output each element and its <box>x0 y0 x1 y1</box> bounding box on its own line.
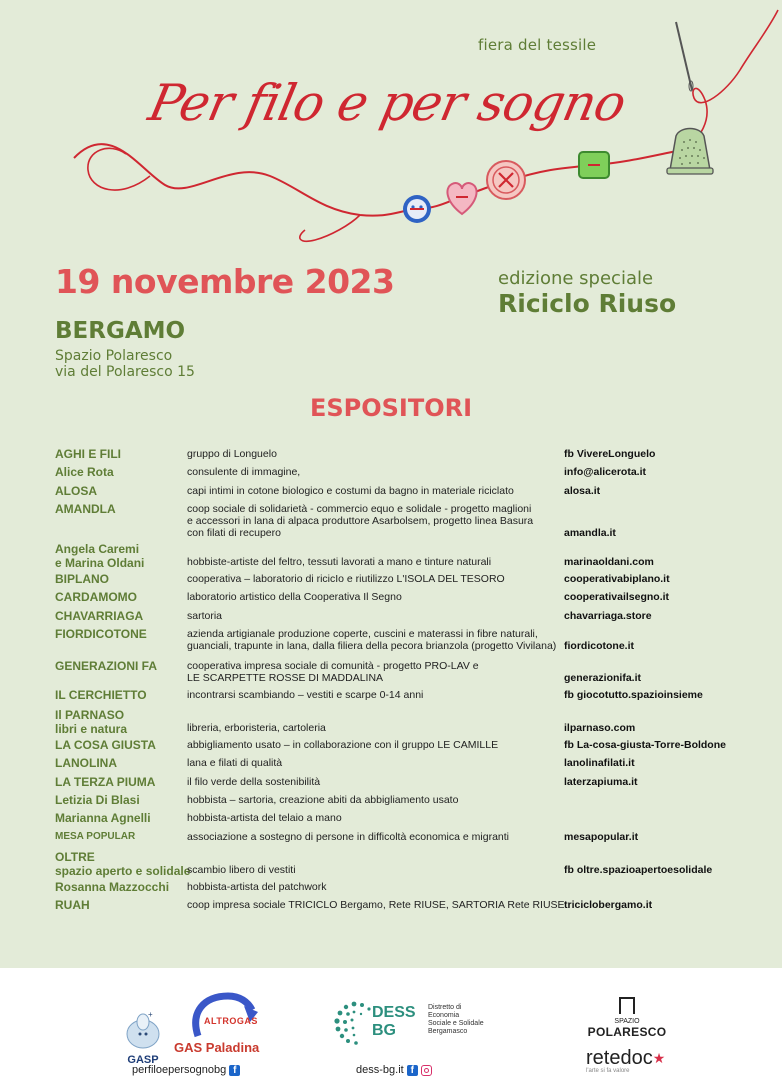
exhibitor-description <box>187 794 458 806</box>
exhibitor-name <box>55 627 147 641</box>
exhibitor-description <box>187 660 479 684</box>
social-center <box>356 1064 432 1076</box>
gas-paladina-logo <box>174 992 272 1062</box>
exhibitor-description <box>187 448 277 460</box>
exhibitor-contact[interactable]: marinaoldani.com <box>564 556 654 568</box>
exhibitor-contact[interactable]: alosa.it <box>564 485 601 497</box>
exhibitor-contact[interactable]: triciclobergamo.it <box>564 899 653 911</box>
venue-address: via del Polaresco 15 <box>55 364 195 380</box>
exhibitor-name-line: Marianna Agnelli <box>55 811 151 825</box>
script-title: Per filo e per sogno <box>143 74 631 132</box>
arch-icon <box>617 996 637 1014</box>
exhibitor-description-line: hobbiste-artiste del feltro, tessuti lavorati a mano e tinture naturali <box>187 556 492 568</box>
retedoc-label: retedoc <box>586 1047 653 1069</box>
facebook-icon[interactable]: f <box>407 1065 418 1076</box>
exhibitor-name <box>55 572 109 586</box>
exhibitor-description-line: consulente di immagine, <box>187 466 301 478</box>
exhibitor-description <box>187 591 402 603</box>
exhibitor-name-line: ALOSA <box>55 484 97 498</box>
exhibitor-name <box>55 465 114 479</box>
dess-desc-line: Distretto di <box>428 1004 462 1011</box>
exhibitor-contact[interactable]: cooperativabiplano.it <box>564 573 670 585</box>
facebook-icon[interactable]: f <box>229 1065 240 1076</box>
exhibitor-contact[interactable]: chavarriaga.store <box>564 610 652 622</box>
section-title: ESPOSITORI <box>309 394 473 422</box>
gasp-label: GASP <box>127 1054 159 1066</box>
exhibitor-description-line: azienda artigianale produzione coperte, cuscini e materassi in fibre naturali, <box>187 628 538 640</box>
exhibitor-description <box>187 864 296 876</box>
exhibitor-description-line: guanciali, trapunte in lana, dalla filiera della pecora brianzola (progetto Vivilana) <box>187 640 557 652</box>
exhibitor-description <box>187 812 342 824</box>
retedoc-tagline: l'arte si fa valore <box>586 1068 630 1074</box>
exhibitor-description-line: LE SCARPETTE ROSSE DI MADDALINA <box>187 672 384 684</box>
green-button-icon <box>579 152 609 178</box>
exhibitor-contact[interactable]: fb VivereLonguelo <box>564 448 656 460</box>
gasp-logo <box>118 1010 168 1066</box>
exhibitor-name-line: MESA POPULAR <box>55 831 136 842</box>
exhibitor-name-line: AGHI E FILI <box>55 447 121 461</box>
dess-description <box>428 1004 484 1036</box>
exhibitor-description <box>187 485 514 497</box>
exhibitor-name-line: spazio aperto e solidale <box>55 864 191 878</box>
exhibitor-description-line: e accessori in lana di alpaca produttore Asarbolsem, progetto linea Basura <box>187 515 534 527</box>
exhibitor-description-line: cooperativa – laboratorio di ricicIo e riutilizzo L'ISOLA DEL TESORO <box>187 573 505 585</box>
thread-line-tail <box>300 215 360 241</box>
exhibitor-name <box>55 738 156 752</box>
exhibitor-name <box>55 447 121 461</box>
exhibitor-description <box>187 466 300 478</box>
exhibitor-contact[interactable]: fb oltre.spazioapertoesolidale <box>564 864 713 876</box>
exhibitor-name <box>55 659 157 673</box>
social-left <box>132 1064 240 1076</box>
exhibitor-description <box>187 722 326 734</box>
exhibitor-description-line: con filati di recupero <box>187 527 281 539</box>
exhibitor-name <box>55 609 143 623</box>
exhibitor-name <box>55 880 169 894</box>
exhibitor-description <box>187 556 491 568</box>
social-left-handle: perfiloepersognobg <box>132 1064 227 1076</box>
exhibitor-name-line: IL CERCHIETTO <box>55 688 147 702</box>
exhibitor-name <box>55 708 127 736</box>
gas-paladina-label: GAS Paladina <box>174 1040 260 1055</box>
exhibitor-name-line: OLTRE <box>55 850 95 864</box>
exhibitor-name-line: Rosanna Mazzocchi <box>55 880 170 894</box>
city: BERGAMO <box>55 318 186 344</box>
exhibitor-description <box>187 831 509 843</box>
exhibitor-contact[interactable]: mesapopular.it <box>564 831 639 843</box>
exhibitor-description <box>187 739 498 751</box>
blue-button-icon <box>403 195 431 223</box>
exhibitor-description <box>187 776 320 788</box>
exhibitor-name-line: LA COSA GIUSTA <box>55 738 156 752</box>
dess-label: DESS <box>372 1004 416 1021</box>
exhibitor-contact[interactable]: info@alicerota.it <box>564 466 647 478</box>
dess-desc-line: Sociale e Solidale <box>428 1020 484 1027</box>
spazio-label: SPAZIO <box>614 1018 640 1025</box>
retedoc-logo <box>586 1048 682 1074</box>
exhibitor-name-line: Alice Rota <box>55 465 114 479</box>
exhibitor-description-line: abbigliamento usato – in collaborazione con il gruppo LE CAMILLE <box>187 739 499 751</box>
svg-text:+: + <box>148 1010 153 1019</box>
exhibitor-contact[interactable]: cooperativailsegno.it <box>564 591 670 603</box>
exhibitor-description <box>187 573 505 585</box>
exhibitor-name-line: GENERAZIONI FA <box>55 659 158 673</box>
fair-subtitle: fiera del tessile <box>478 36 597 54</box>
exhibitor-name-line: e Marina Oldani <box>55 556 145 570</box>
exhibitor-description-line: lana e filati di qualità <box>187 757 283 769</box>
exhibitor-description-line: hobbista-artista del patchwork <box>187 881 327 893</box>
exhibitor-contact[interactable]: fb La-cosa-giusta-Torre-Boldone <box>564 739 726 751</box>
needle-icon <box>676 22 693 91</box>
exhibitor-name <box>55 775 155 789</box>
exhibitor-description-line: libreria, erboristeria, cartoleria <box>187 722 326 734</box>
dess-bg-logo <box>334 1000 494 1056</box>
exhibitor-description-line: hobbista-artista del telaio a mano <box>187 812 342 824</box>
footer <box>0 968 782 1080</box>
event-date: 19 novembre 2023 <box>55 262 395 301</box>
exhibitor-name <box>55 756 117 770</box>
dess-bg-label: BG <box>372 1022 396 1039</box>
exhibitor-name <box>55 898 90 912</box>
exhibitor-name-line: LANOLINA <box>55 756 117 770</box>
exhibitor-name-line: LA TERZA PIUMA <box>55 775 156 789</box>
exhibitor-description-line: scambio libero di vestiti <box>187 864 296 876</box>
exhibitor-name <box>55 484 97 498</box>
exhibitor-name <box>55 811 151 825</box>
exhibitor-description-line: coop impresa sociale TRICICLO Bergamo, Rete RIUSE, SARTORIA Rete RIUSE <box>187 899 565 911</box>
exhibitor-description <box>187 689 423 701</box>
polaresco-logo <box>582 996 672 1044</box>
retedoc-wordmark <box>586 1048 682 1068</box>
exhibitor-name-line: Letizia Di Blasi <box>55 793 140 807</box>
exhibitor-name <box>55 688 147 702</box>
exhibitor-contact[interactable]: laterzapiuma.it <box>564 776 638 788</box>
exhibitor-description-line: laboratorio artistico della Cooperativa Il Segno <box>187 591 402 603</box>
exhibitor-description-line: associazione a sostegno di persone in difficoltà economica e migranti <box>187 831 509 843</box>
exhibitor-name-line: RUAH <box>55 898 90 912</box>
exhibitor-description-line: gruppo di Longuelo <box>187 448 277 460</box>
venue-name: Spazio Polaresco <box>55 348 173 364</box>
exhibitor-name-line: CHAVARRIAGA <box>55 609 144 623</box>
edition-label: edizione speciale <box>498 268 654 289</box>
exhibitor-description-line: capi intimi in cotone biologico e costumi da bagno in materiale riciclato <box>187 485 514 497</box>
exhibitor-name-line: Il PARNASO <box>55 708 125 722</box>
instagram-icon[interactable] <box>421 1065 432 1076</box>
altrogas-label: ALTROGAS <box>204 1016 258 1026</box>
exhibitor-contact[interactable]: fiordicotone.it <box>564 640 634 652</box>
exhibitor-name <box>55 793 140 807</box>
heart-button-icon <box>447 183 476 214</box>
exhibitor-description-line: cooperativa impresa sociale di comunità - progetto PRO-LAV e <box>187 660 479 672</box>
exhibitor-name-line: libri e natura <box>55 722 128 736</box>
edition-name: Riciclo Riuso <box>498 289 677 318</box>
exhibitor-description <box>187 757 282 769</box>
exhibitor-description <box>187 881 327 893</box>
thread-swirl <box>88 148 150 190</box>
exhibitor-description <box>187 899 565 911</box>
dess-desc-line: Bergamasco <box>428 1028 468 1035</box>
exhibitor-contact[interactable]: lanolinafilati.it <box>564 757 635 769</box>
exhibitor-name <box>55 590 137 604</box>
exhibitor-description-line: il filo verde della sostenibilità <box>187 776 321 788</box>
exhibitor-contact[interactable]: ilparnaso.com <box>564 722 636 734</box>
exhibitor-name <box>55 502 116 516</box>
exhibitor-description-line: sartoria <box>187 610 223 622</box>
exhibitor-description <box>187 610 222 622</box>
exhibitor-description-line: hobbista – sartoria, creazione abiti da abbigliamento usato <box>187 794 459 806</box>
exhibitor-contact[interactable]: fb giocotutto.spazioinsieme <box>564 689 703 701</box>
exhibitor-description-line: coop sociale di solidarietà - commercio equo e solidale - progetto maglioni <box>187 503 532 515</box>
exhibitor-description <box>187 628 556 652</box>
exhibitor-name-line: FIORDICOTONE <box>55 627 147 641</box>
exhibitor-name-line: BIPLANO <box>55 572 109 586</box>
exhibitor-description-line: incontrarsi scambiando – vestiti e scarpe 0-14 anni <box>187 689 424 701</box>
star-icon: ★ <box>652 1050 666 1066</box>
exhibitor-name <box>55 830 135 844</box>
exhibitor-name <box>55 542 144 570</box>
thimble-icon <box>667 129 713 175</box>
exhibitor-name-line: CARDAMOMO <box>55 590 137 604</box>
exhibitor-name <box>55 850 190 878</box>
exhibitor-contact[interactable]: generazionifa.it <box>564 672 642 684</box>
dess-site[interactable]: dess-bg.it <box>356 1064 404 1076</box>
exhibitor-name-line: AMANDLA <box>55 502 116 516</box>
exhibitor-description <box>187 503 533 539</box>
exhibitor-contact[interactable]: amandla.it <box>564 527 616 539</box>
polaresco-label: POLARESCO <box>587 1025 667 1039</box>
pink-button-icon <box>487 161 525 199</box>
exhibitor-name-line: Angela Caremi <box>55 542 140 556</box>
dess-desc-line: Economia <box>428 1012 460 1019</box>
